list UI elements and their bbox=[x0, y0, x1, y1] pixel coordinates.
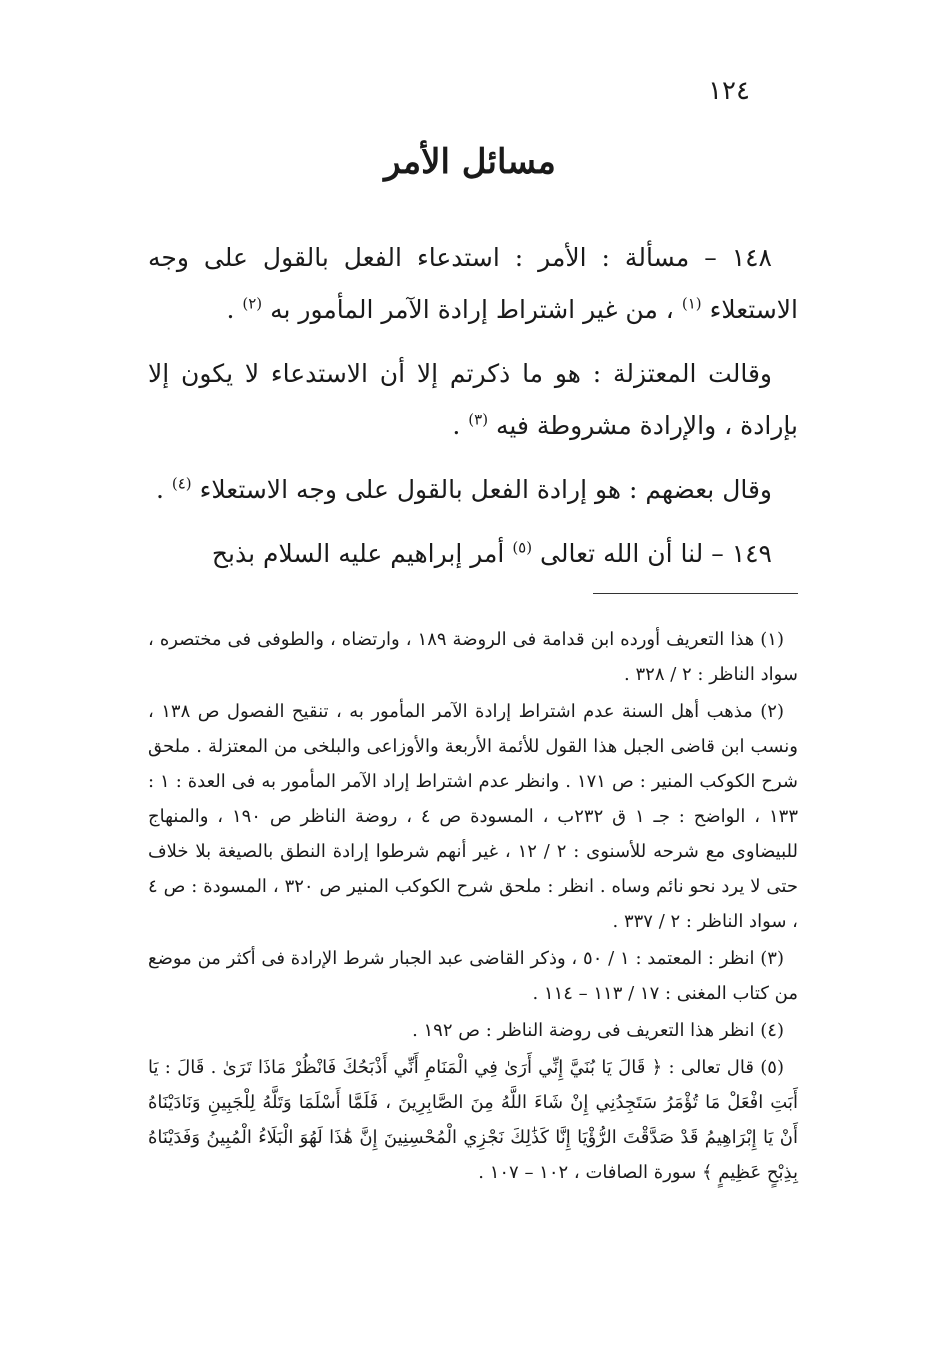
paragraph-148-end: . bbox=[226, 295, 243, 324]
footnote-ref-4[interactable]: (٤) bbox=[171, 474, 192, 493]
paragraph-mutazila-text: وقالت المعتزلة : هو ما ذكرتم إلا أن الاستدعاء لا يكون إلا بإرادة ، والإرادة مشروطة فيه bbox=[148, 359, 798, 440]
paragraph-149-text: ١٤٩ – لنا أن الله تعالى bbox=[532, 539, 772, 568]
paragraph-mutazila bbox=[148, 348, 798, 452]
paragraph-some-end: . bbox=[155, 475, 172, 504]
paragraph-some-text: وقال بعضهم : هو إرادة الفعل بالقول على وجه الاستعلاء bbox=[191, 475, 772, 504]
paragraph-149-text-cont: أمر إبراهيم عليه السلام بذبح bbox=[211, 539, 513, 568]
main-text bbox=[148, 232, 798, 592]
footnotes bbox=[148, 622, 798, 1192]
paragraph-148-text-cont: ، من غير اشتراط إرادة الآمر المأمور به bbox=[262, 295, 682, 324]
footnote-2: (٢) مذهب أهل السنة عدم اشتراط إرادة الآمر المأمور به ، تنقيح الفصول ص ١٣٨ ، ونسب ابن قاضى الجبل هذا القول للأئمة الأربعة والأوزاعى والبلخى من المعتزلة . ملحق شرح الكوكب المنير : ص ١٧١ . وانظر عدم اشتراط إراد الآمر المأمور به فى العدة : ١ : ١٣٣ ، الواضح : جـ ١ ق ٢٣٢ب ، المسودة ص ٤ ، روضة الناظر ص ١٩٠ ، والمنهاج للبيضاوى مع شرحه للأسنوى : ٢ / ١٢ ، غير أنهم شرطوا إرادة النطق بالصيغة بلا خلاف حتى لا يرد نحو نائم وساه . انظر : ملحق شرح الكوكب المنير ص ٣٢٠ ، المسودة : ص ٤ ، سواد الناظر : ٢ / ٣٣٧ . bbox=[148, 701, 798, 932]
chapter-title: مسائل الأمر bbox=[384, 142, 556, 182]
footnote-separator bbox=[593, 593, 798, 594]
footnote-1: (١) هذا التعريف أورده ابن قدامة فى الروضة ١٨٩ ، وارتضاه ، والطوفى فى مختصره ، سواد الناظر : ٢ / ٣٢٨ . bbox=[148, 629, 798, 685]
footnote-ref-2[interactable]: (٢) bbox=[242, 294, 263, 313]
footnote-4: (٤) انظر هذا التعريف فى روضة الناظر : ص ١٩٢ . bbox=[412, 1020, 784, 1041]
footnote-5: (٥) قال تعالى : ﴿ قَالَ يَا بُنَيَّ إِنِّي أَرَىٰ فِي الْمَنَامِ أَنِّي أَذْبَحُكَ فَانْظُرْ مَاذَا تَرَىٰ . قَالَ : يَا أَبَتِ افْعَلْ مَا تُؤْمَرُ سَتَجِدُنِي إِنْ شَاءَ اللَّهُ مِنَ الصَّابِرِينَ ، فَلَمَّا أَسْلَمَا وَتَلَّهُ لِلْجَبِينِ وَنَادَيْنَاهُ أَنْ يَا إِبْرَاهِيمُ قَدْ صَدَّقْتَ الرُّؤْيَا إِنَّا كَذَٰلِكَ نَجْزِي الْمُحْسِنِينَ إِنَّ هَٰذَا لَهُوَ الْبَلَاءُ الْمُبِينُ وَفَدَيْنَاهُ بِذِبْحٍ عَظِيمٍ ﴾ سورة الصافات ، ١٠٢ – ١٠٧ . bbox=[148, 1057, 798, 1183]
paragraph-148 bbox=[148, 232, 798, 336]
paragraph-149 bbox=[148, 528, 798, 580]
footnote-ref-1[interactable]: (١) bbox=[681, 294, 702, 313]
footnote-3: (٣) انظر : المعتمد : ١ / ٥٠ ، وذكر القاضى عبد الجبار شرط الإرادة فى أكثر من موضع من كتاب المغنى : ١٧ / ١١٣ – ١١٤ . bbox=[148, 948, 798, 1004]
page-number: ١٢٤ bbox=[708, 76, 750, 106]
footnote-ref-3[interactable]: (٣) bbox=[468, 410, 489, 429]
footnote-ref-5[interactable]: (٥) bbox=[512, 538, 533, 557]
paragraph-some bbox=[148, 464, 798, 516]
paragraph-mutazila-end: . bbox=[452, 411, 469, 440]
paragraph-148-text: ١٤٨ – مسألة : الأمر : استدعاء الفعل بالقول على وجه الاستعلاء bbox=[148, 243, 798, 324]
